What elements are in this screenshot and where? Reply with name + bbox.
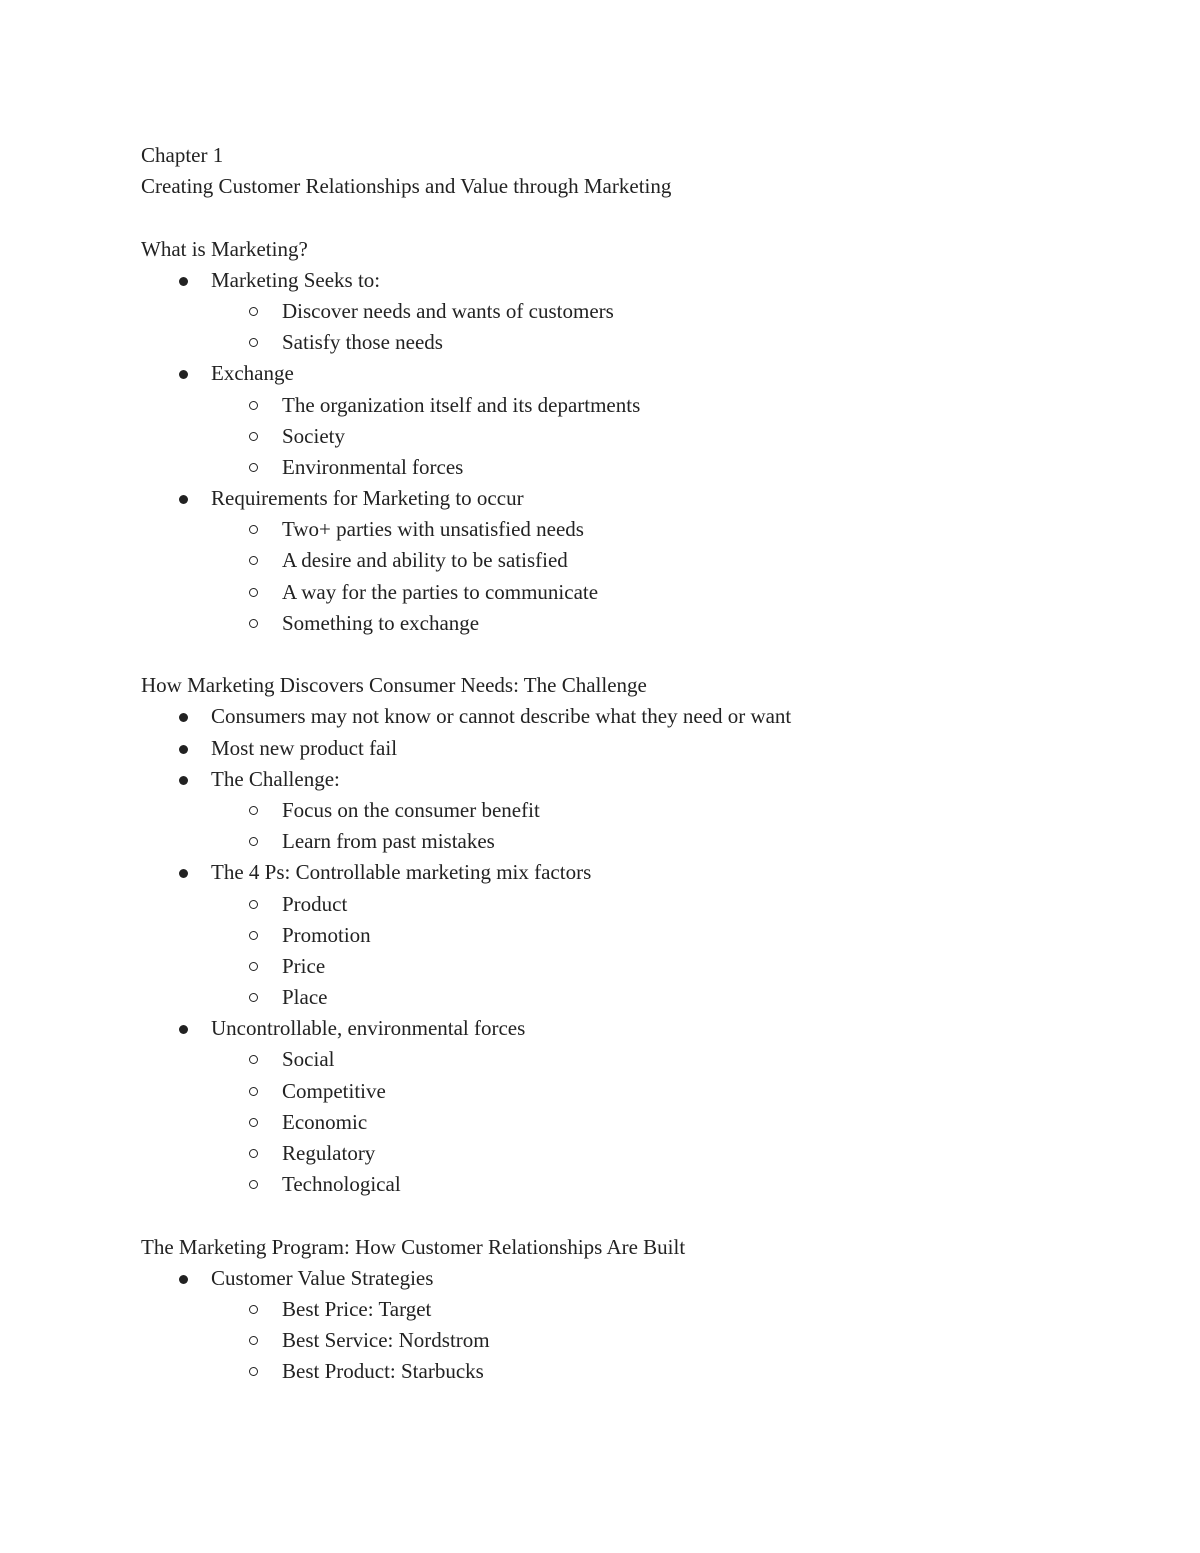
sub-bullet-text: Best Price: Target: [282, 1296, 432, 1321]
sub-bullet-text: Place: [282, 985, 328, 1010]
filled-bullet-icon: [179, 713, 188, 722]
bullet-text: The Challenge:: [211, 766, 340, 791]
filled-bullet-icon: [179, 370, 188, 379]
bullet-text: The 4 Ps: Controllable marketing mix factors: [211, 860, 592, 885]
bullet-item: [141, 857, 1101, 888]
hollow-bullet-icon: [249, 463, 258, 472]
hollow-bullet-icon: [249, 556, 258, 565]
hollow-bullet-icon: [249, 307, 258, 316]
bullet-item: [141, 701, 1101, 732]
sub-bullet-item: [141, 982, 1101, 1013]
hollow-bullet-icon: [249, 338, 258, 347]
sub-bullet-text: Best Service: Nordstrom: [282, 1328, 490, 1353]
sub-bullet-text: A desire and ability to be satisfied: [282, 548, 568, 573]
hollow-bullet-icon: [249, 962, 258, 971]
hollow-bullet-icon: [249, 1149, 258, 1158]
sub-bullet-item: [141, 951, 1101, 982]
sub-bullet-text: Technological: [282, 1172, 401, 1197]
filled-bullet-icon: [179, 869, 188, 878]
sub-bullet-text: Something to exchange: [282, 610, 480, 635]
sub-bullet-text: The organization itself and its departments: [282, 392, 641, 417]
sub-bullet-item: [141, 1356, 1101, 1387]
hollow-bullet-icon: [249, 619, 258, 628]
hollow-bullet-icon: [249, 525, 258, 534]
sub-bullet-item: [141, 1294, 1101, 1325]
hollow-bullet-icon: [249, 401, 258, 410]
bullet-item: [141, 483, 1101, 514]
sub-bullet-item: [141, 1044, 1101, 1075]
bullet-text: Consumers may not know or cannot describe what they need or want: [211, 704, 792, 729]
hollow-bullet-icon: [249, 931, 258, 940]
filled-bullet-icon: [179, 277, 188, 286]
hollow-bullet-icon: [249, 837, 258, 846]
bullet-item: [141, 1263, 1101, 1294]
sub-bullet-item: [141, 1325, 1101, 1356]
sub-bullet-item: [141, 452, 1101, 483]
hollow-bullet-icon: [249, 1305, 258, 1314]
section-heading: What is Marketing?: [141, 236, 308, 261]
sub-bullet-item: [141, 390, 1101, 421]
sub-bullet-text: Discover needs and wants of customers: [282, 298, 614, 323]
bullet-text: Customer Value Strategies: [211, 1265, 434, 1290]
sub-bullet-text: Learn from past mistakes: [282, 829, 495, 854]
sub-bullet-item: [141, 889, 1101, 920]
hollow-bullet-icon: [249, 1118, 258, 1127]
sub-bullet-text: Focus on the consumer benefit: [282, 797, 540, 822]
sub-bullet-item: [141, 1107, 1101, 1138]
sub-bullet-text: Price: [282, 953, 326, 978]
sub-bullet-item: [141, 296, 1101, 327]
chapter-title: Creating Customer Relationships and Value through Marketing: [141, 174, 672, 199]
document-content: [141, 140, 1101, 1388]
bullet-item: [141, 265, 1101, 296]
sub-bullet-text: Society: [282, 423, 345, 448]
bullet-text: Exchange: [211, 361, 294, 386]
sub-bullet-text: Two+ parties with unsatisfied needs: [282, 517, 584, 542]
hollow-bullet-icon: [249, 432, 258, 441]
sub-bullet-item: [141, 1169, 1101, 1200]
hollow-bullet-icon: [249, 900, 258, 909]
chapter-label: Chapter 1: [141, 143, 224, 167]
sub-bullet-text: Satisfy those needs: [282, 330, 443, 355]
sub-bullet-item: [141, 1138, 1101, 1169]
spacer: [141, 202, 1101, 233]
bullet-item: [141, 733, 1101, 764]
sub-bullet-text: A way for the parties to communicate: [282, 579, 599, 604]
hollow-bullet-icon: [249, 1087, 258, 1096]
hollow-bullet-icon: [249, 588, 258, 597]
sub-bullet-item: [141, 920, 1101, 951]
sub-bullet-text: Best Product: Starbucks: [282, 1359, 484, 1384]
filled-bullet-icon: [179, 1025, 188, 1034]
sub-bullet-text: Social: [282, 1047, 335, 1072]
sub-bullet-text: Promotion: [282, 922, 371, 947]
spacer: [141, 1200, 1101, 1231]
sub-bullet-item: [141, 1076, 1101, 1107]
bullet-text: Requirements for Marketing to occur: [211, 486, 524, 511]
hollow-bullet-icon: [249, 806, 258, 815]
hollow-bullet-icon: [249, 993, 258, 1002]
sub-bullet-text: Economic: [282, 1109, 368, 1134]
sub-bullet-text: Competitive: [282, 1078, 386, 1103]
filled-bullet-icon: [179, 1275, 188, 1284]
section-heading: The Marketing Program: How Customer Relationships Are Built: [141, 1234, 686, 1259]
hollow-bullet-icon: [249, 1336, 258, 1345]
sub-bullet-item: [141, 514, 1101, 545]
bullet-item: [141, 358, 1101, 389]
sub-bullet-text: Regulatory: [282, 1141, 376, 1165]
bullet-item: [141, 1013, 1101, 1044]
filled-bullet-icon: [179, 495, 188, 504]
bullet-text: Uncontrollable, environmental forces: [211, 1016, 526, 1041]
sub-bullet-item: [141, 577, 1101, 608]
sub-bullet-text: Product: [282, 891, 348, 916]
sub-bullet-item: [141, 327, 1101, 358]
sub-bullet-item: [141, 608, 1101, 639]
sub-bullet-item: [141, 545, 1101, 576]
hollow-bullet-icon: [249, 1367, 258, 1376]
filled-bullet-icon: [179, 776, 188, 785]
section-heading: How Marketing Discovers Consumer Needs: The Challenge: [141, 673, 647, 698]
bullet-item: [141, 764, 1101, 795]
sub-bullet-item: [141, 795, 1101, 826]
hollow-bullet-icon: [249, 1180, 258, 1189]
bullet-text: Most new product fail: [211, 735, 398, 760]
spacer: [141, 639, 1101, 670]
bullet-text: Marketing Seeks to:: [211, 267, 381, 292]
hollow-bullet-icon: [249, 1055, 258, 1064]
sub-bullet-text: Environmental forces: [282, 454, 464, 479]
filled-bullet-icon: [179, 745, 188, 754]
sub-bullet-item: [141, 826, 1101, 857]
sub-bullet-item: [141, 421, 1101, 452]
